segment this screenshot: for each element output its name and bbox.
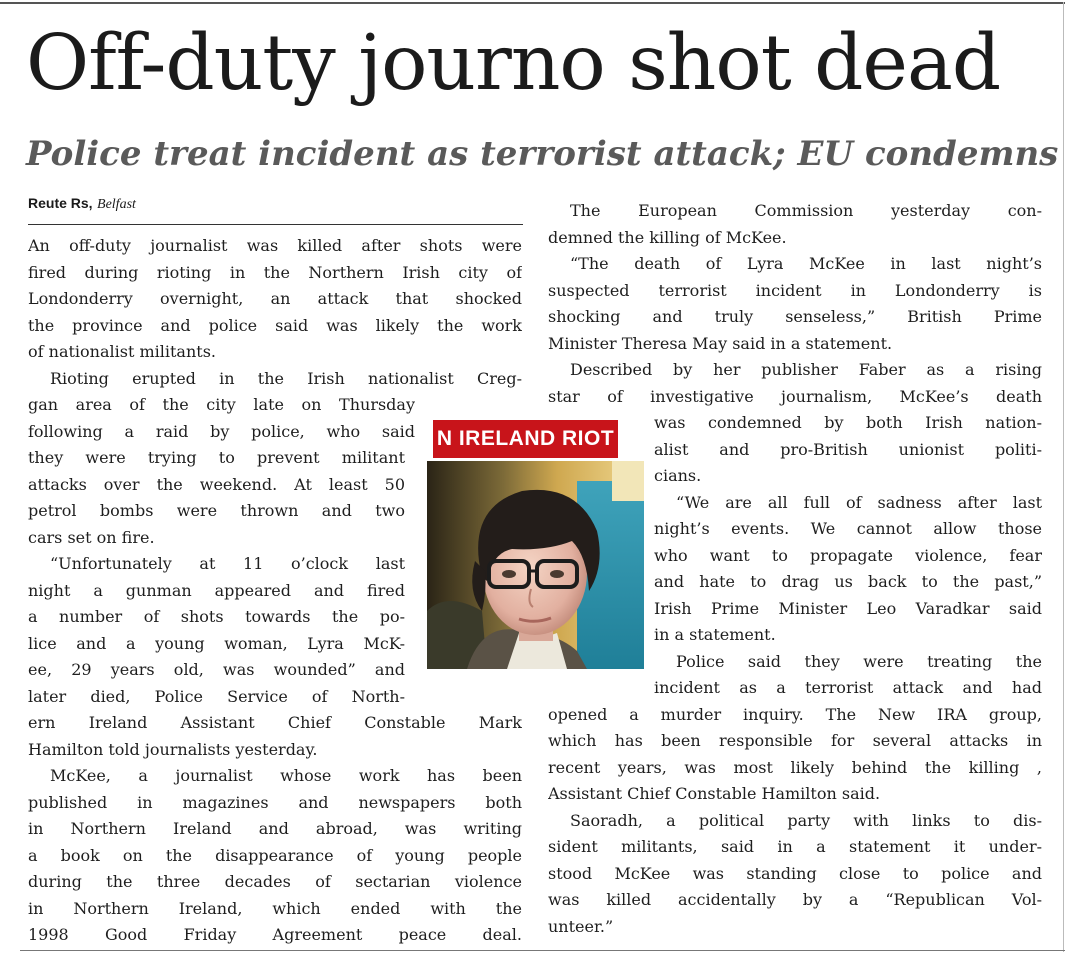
- article-line: opened a murder inquiry. The New IRA group,: [548, 704, 1042, 724]
- top-rule: [0, 2, 1065, 4]
- byline: [28, 193, 136, 215]
- article-line: gan area of the city late on Thursday: [28, 395, 415, 414]
- article-line: was killed accidentally by a “Republican Vol-: [548, 890, 1042, 909]
- article-line: night a gunman appeared and fired: [28, 580, 405, 600]
- article-line: lice and a young woman, Lyra McK-: [28, 633, 405, 653]
- article-line: Police said they were treating the: [676, 651, 1042, 671]
- article-line: following a raid by police, who said: [28, 421, 415, 441]
- article-line: cians.: [654, 466, 702, 485]
- byline-rule: [28, 224, 523, 225]
- article-line: published in magazines and newspapers both: [28, 792, 522, 812]
- article-line: who want to propagate violence, fear: [654, 545, 1042, 565]
- article-line: sident militants, said in a statement it under-: [548, 837, 1042, 856]
- article-line: incident as a terrorist attack and had: [654, 678, 1042, 697]
- article-line: McKee, a journalist whose work has been: [50, 766, 522, 785]
- article-line: Hamilton told journalists yesterday.: [28, 739, 318, 759]
- article-line: during the three decades of sectarian violence: [28, 872, 522, 891]
- article-line: stood McKee was standing close to police and: [548, 863, 1042, 883]
- article-line: was condemned by both Irish nation-: [654, 413, 1042, 432]
- article-column-right: [548, 198, 1042, 940]
- article-line: a number of shots towards the po-: [28, 607, 405, 626]
- article-line: ern Ireland Assistant Chief Constable Mark: [28, 713, 522, 732]
- article-line: they were trying to prevent militant: [28, 448, 405, 467]
- article-line: alist and pro-British unionist politi-: [654, 439, 1042, 459]
- article-line: unteer.”: [548, 916, 614, 936]
- article-line: “We are all full of sadness after last: [676, 492, 1042, 512]
- article-line: An off-duty journalist was killed after shots were: [28, 236, 522, 255]
- article-line: Londonderry overnight, an attack that shocked: [28, 289, 522, 308]
- article-line: in Northern Ireland, which ended with the: [28, 898, 522, 918]
- article-line: 1998 Good Friday Agreement peace deal.: [28, 925, 522, 944]
- article-line: a book on the disappearance of young people: [28, 845, 522, 865]
- article-line: “The death of Lyra McKee in last night’s: [570, 254, 1042, 273]
- article-line: Minister Theresa May said in a statement.: [548, 333, 893, 353]
- article-line: demned the killing of McKee.: [548, 227, 787, 247]
- article-line: petrol bombs were thrown and two: [28, 501, 405, 520]
- article-line: star of investigative journalism, McKee’s death: [548, 386, 1042, 406]
- headline: Off-duty journo shot dead: [26, 19, 1001, 108]
- article-line: The European Commission yesterday con-: [570, 201, 1042, 220]
- article-line: which has been responsible for several attacks in: [548, 731, 1042, 750]
- byline-place: Belfast: [97, 197, 136, 212]
- article-line: Described by her publisher Faber as a rising: [570, 360, 1042, 379]
- article-line: fired during rioting in the Northern Irish city of: [28, 262, 522, 282]
- article-line: Rioting erupted in the Irish nationalist Creg-: [50, 368, 522, 388]
- article-line: and hate to drag us back to the past,”: [654, 572, 1042, 591]
- article-line: cars set on fire.: [28, 527, 155, 547]
- column-rule-right: [1063, 2, 1064, 952]
- article-line: Irish Prime Minister Leo Varadkar said: [654, 598, 1042, 618]
- article-line: in a statement.: [654, 625, 776, 644]
- article-line: shocking and truly senseless,” British Prime: [548, 307, 1042, 326]
- article-line: recent years, was most likely behind the killing ,: [548, 757, 1042, 777]
- article-line: the province and police said was likely the work: [28, 315, 522, 335]
- article-line: attacks over the weekend. At least 50: [28, 474, 405, 494]
- article-line: in Northern Ireland and abroad, was writing: [28, 819, 522, 838]
- article-line: “Unfortunately at 11 o’clock last: [50, 554, 405, 573]
- article-line: Assistant Chief Constable Hamilton said.: [548, 784, 881, 803]
- subheadline: Police treat incident as terrorist attack; EU condemns: [26, 134, 1059, 174]
- article-line: Saoradh, a political party with links to dis-: [570, 810, 1042, 830]
- article-line: night’s events. We cannot allow those: [654, 519, 1042, 538]
- photo-label: N IRELAND RIOT: [433, 420, 618, 458]
- article-line: ee, 29 years old, was wounded” and: [28, 660, 405, 679]
- bottom-rule: [20, 950, 1065, 951]
- article-line: suspected terrorist incident in Londonderry is: [548, 280, 1042, 300]
- article-line: later died, Police Service of North-: [28, 686, 405, 706]
- article-line: of nationalist militants.: [28, 342, 216, 361]
- byline-agency: Reute Rs,: [28, 195, 93, 211]
